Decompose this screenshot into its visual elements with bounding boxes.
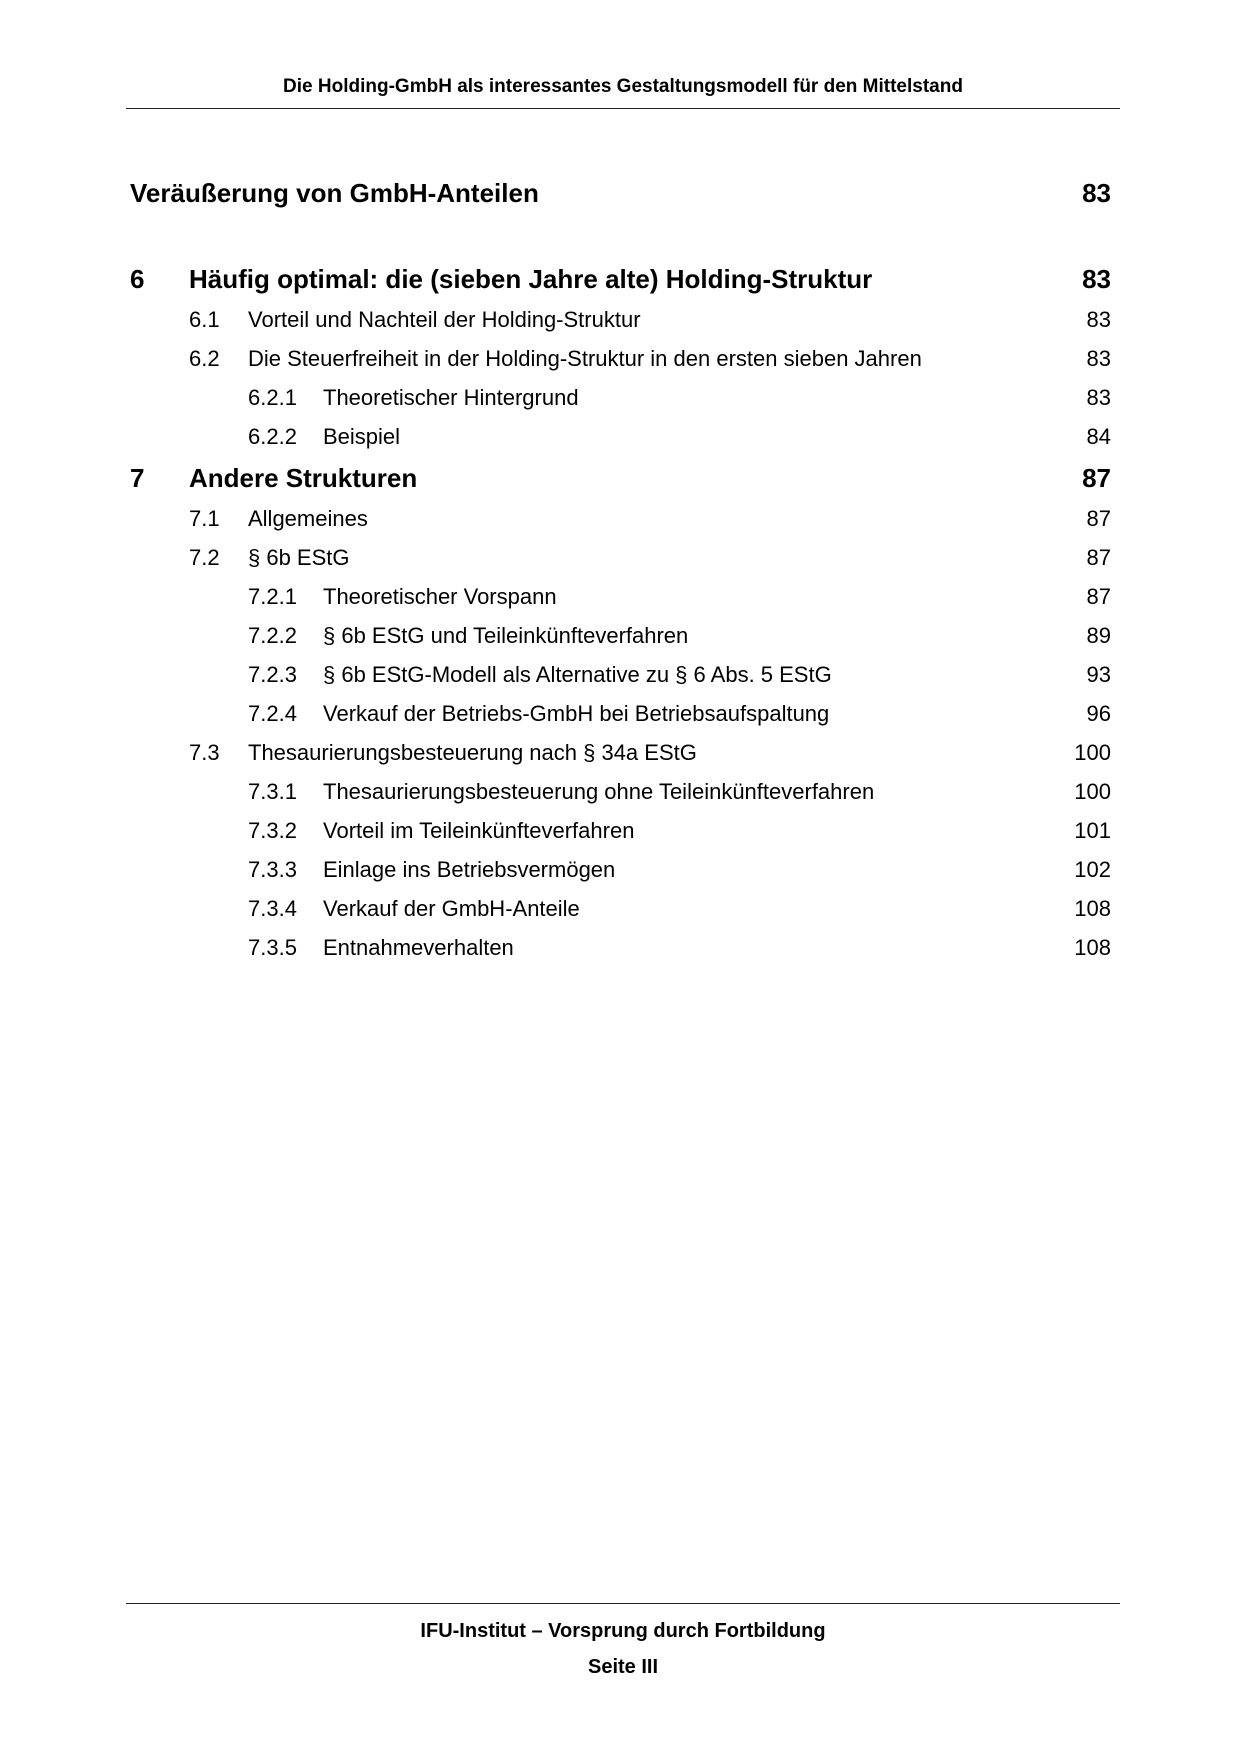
toc-entry[interactable] [130,504,1111,538]
toc-entry-page: 89 [1086,623,1111,648]
toc-entry-number: 7.2.3 [248,662,297,687]
toc-entry-title: Die Steuerfreiheit in der Holding-Struktur in den ersten sieben Jahren [248,346,922,371]
toc-entry[interactable] [130,816,1111,850]
toc-entry-title: Einlage ins Betriebsvermögen [323,857,616,882]
toc-entry-title: Häufig optimal: die (sieben Jahre alte) Holding-Struktur [189,264,873,294]
toc-entry-number: 7.3.4 [248,896,297,921]
toc-entry-page: 83 [1086,385,1111,410]
toc-entry-number: 7.2.2 [248,623,297,648]
toc-entry[interactable] [130,262,1111,296]
toc-entry[interactable] [130,176,1111,210]
toc-entry-page: 87 [1086,584,1111,609]
toc-entry[interactable] [130,660,1111,694]
toc-entry-number: 6.1 [189,307,220,332]
toc-entry[interactable] [130,855,1111,889]
toc-entry-title: Vorteil und Nachteil der Holding-Struktur [248,307,641,332]
page-number: Seite III [587,1656,659,1678]
footer-rule [126,1603,1120,1604]
toc-entry[interactable] [130,777,1111,811]
toc-entry-number: 6 [130,264,145,294]
toc-entry-number: 7.3.2 [248,818,297,843]
toc-entry-page: 108 [1074,896,1111,921]
header-rule [126,108,1120,109]
toc-entry[interactable] [130,582,1111,616]
toc-entry-number: 7 [130,463,145,493]
toc-entry[interactable] [130,383,1111,417]
toc-entry[interactable] [130,894,1111,928]
toc-entry-title: Thesaurierungsbesteuerung ohne Teileinkünfteverfahren [323,779,875,804]
toc-entry-page: 87 [1082,463,1111,493]
toc-entry-number: 7.2.4 [248,701,297,726]
toc-entry-page: 100 [1074,740,1111,765]
toc-entry-title: Theoretischer Hintergrund [323,385,579,410]
toc-entry-page: 83 [1086,346,1111,371]
toc-entry-title: Verkauf der GmbH-Anteile [323,896,580,921]
toc-entry-page: 93 [1086,662,1111,687]
toc-entry-title: Beispiel [323,424,401,449]
toc-entry[interactable] [130,699,1111,733]
toc-entry-title: Theoretischer Vorspann [323,584,557,609]
footer-institute: IFU-Institut – Vorsprung durch Fortbildung [420,1620,826,1642]
toc-entry-number: 6.2.2 [248,424,297,449]
toc-entry-title: Entnahmeverhalten [323,935,514,960]
toc-entry-page: 84 [1086,424,1111,449]
toc-entry[interactable] [130,621,1111,655]
toc-entry-number: 7.1 [189,506,220,531]
toc-entry-page: 101 [1074,818,1111,843]
toc-entry-number: 7.3 [189,740,220,765]
toc-entry-title: § 6b EStG und Teileinkünfteverfahren [323,623,689,648]
toc-entry-title: Veräußerung von GmbH-Anteilen [130,178,539,208]
toc-entry[interactable] [130,344,1111,378]
toc-entry-page: 108 [1074,935,1111,960]
toc-entry-title: Allgemeines [248,506,368,531]
toc-entry-title: § 6b EStG-Modell als Alternative zu § 6 Abs. 5 EStG [323,662,832,687]
toc-entry-page: 83 [1082,264,1111,294]
toc-entry[interactable] [130,543,1111,577]
toc-entry-page: 100 [1074,779,1111,804]
toc-entry-page: 96 [1086,701,1111,726]
toc-entry-number: 7.3.3 [248,857,297,882]
toc-entry-title: Vorteil im Teileinkünfteverfahren [323,818,635,843]
toc-entry-page: 102 [1074,857,1111,882]
toc-entry-number: 7.2 [189,545,220,570]
toc-entry-title: Andere Strukturen [189,463,418,493]
toc-entry-title: Verkauf der Betriebs-GmbH bei Betriebsaufspaltung [323,701,830,726]
toc-entry-title: Thesaurierungsbesteuerung nach § 34a EStG [248,740,697,765]
toc-entry-page: 83 [1086,307,1111,332]
running-header: Die Holding-GmbH als interessantes Gestaltungsmodell für den Mittelstand [283,76,963,97]
toc-entry-number: 7.3.1 [248,779,297,804]
toc-entry[interactable] [130,305,1111,339]
toc-entry-number: 7.2.1 [248,584,297,609]
toc-entry[interactable] [130,933,1111,967]
toc-entry[interactable] [130,422,1111,456]
toc-entry-page: 83 [1082,178,1111,208]
toc-entry-number: 6.2.1 [248,385,297,410]
toc-entry[interactable] [130,738,1111,772]
toc-entry-page: 87 [1086,506,1111,531]
toc-entry-number: 6.2 [189,346,220,371]
toc-entry-title: § 6b EStG [248,545,350,570]
toc-entry[interactable] [130,461,1111,495]
toc-entry-number: 7.3.5 [248,935,297,960]
toc-entry-page: 87 [1086,545,1111,570]
